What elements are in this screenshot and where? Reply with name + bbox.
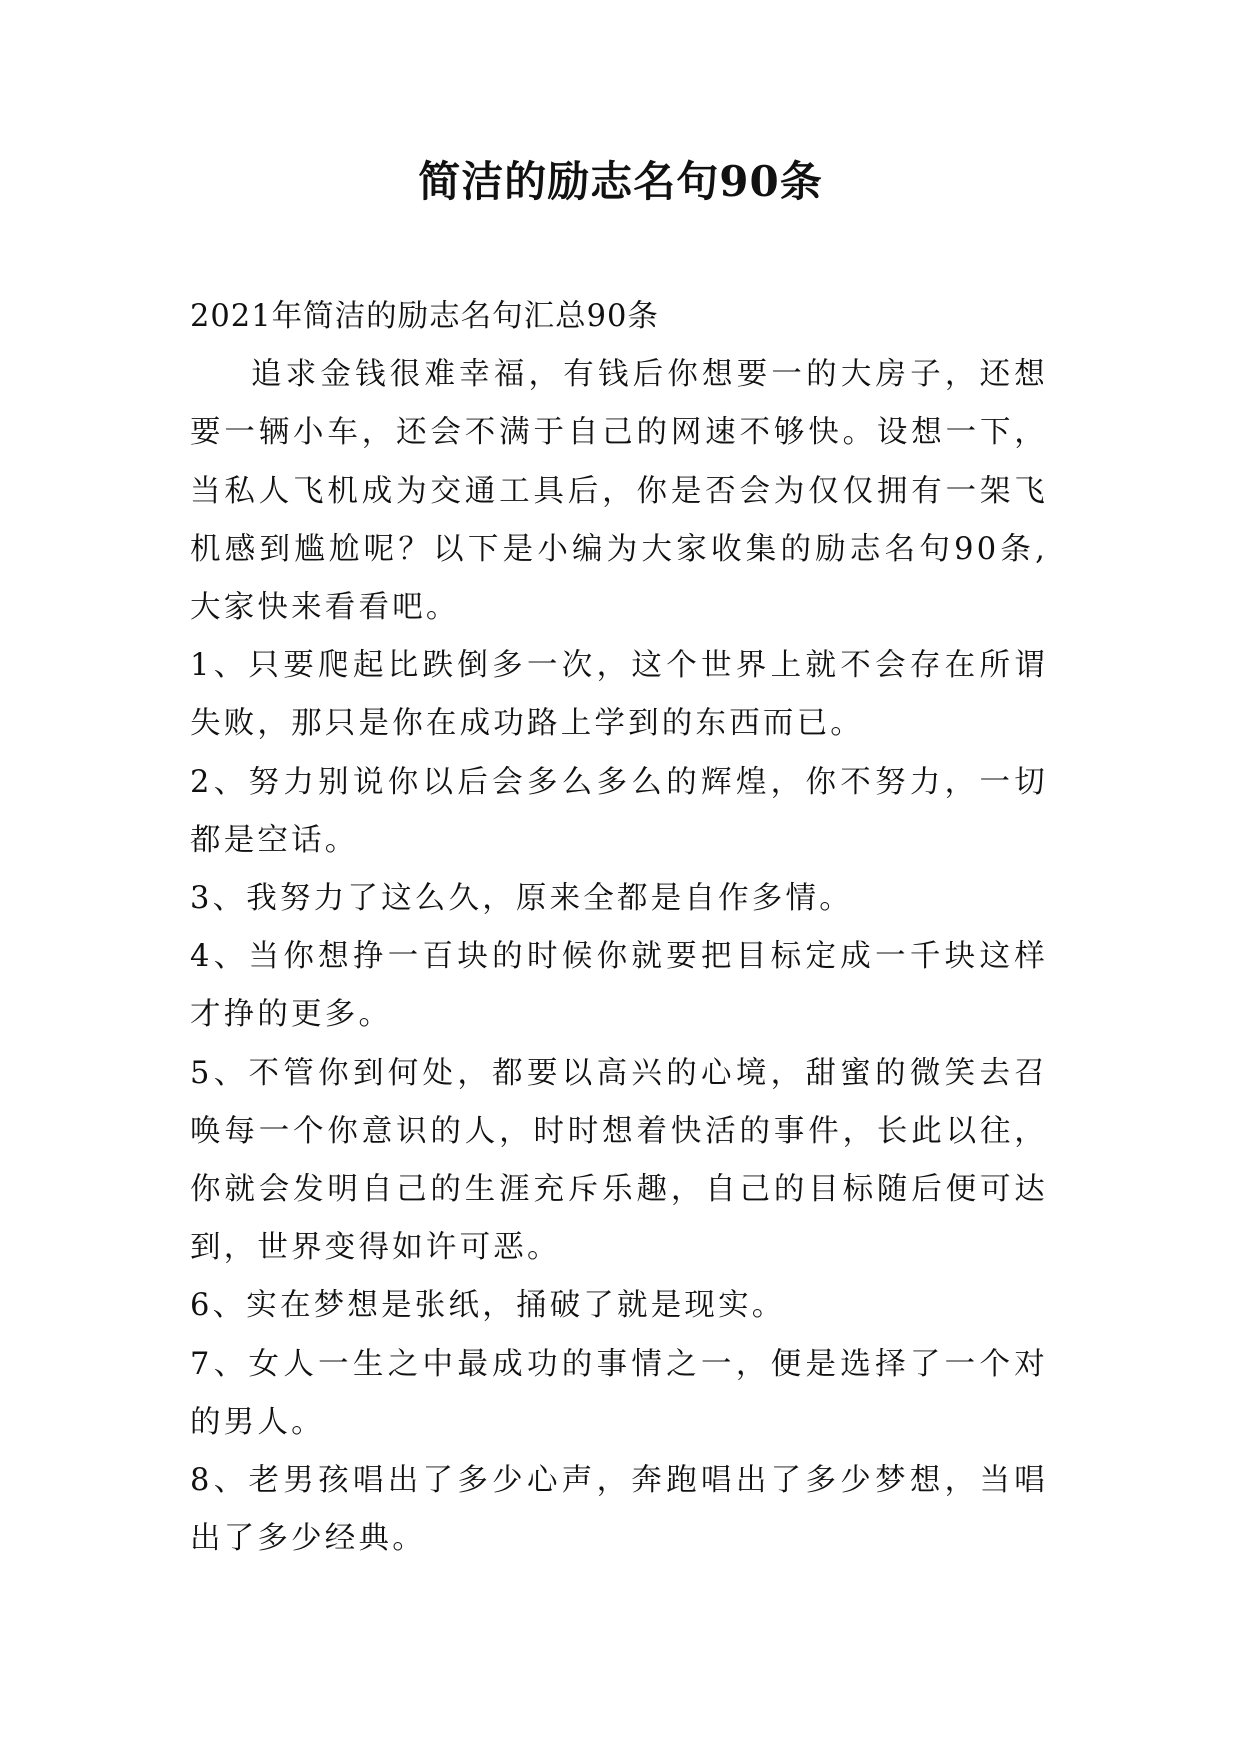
quote-item-3: 3、我努力了这么久，原来全都是自作多情。 xyxy=(190,881,853,917)
intro-paragraph: 追求金钱很难幸福，有钱后你想要一的大房子，还想要一辆小车，还会不满于自己的网速不够快。设想一下，当私人飞机成为交通工具后，你是否会为仅仅拥有一架飞机感到尴尬呢？以下是小编为大家收集的励志名句90条,大家快来看看吧。 xyxy=(190,357,1048,626)
document-title: 简洁的励志名句90条 xyxy=(418,157,823,206)
quote-item-4: 4、当你想挣一百块的时候你就要把目标定成一千块这样才挣的更多。 xyxy=(190,939,1048,1033)
quote-item-5: 5、不管你到何处，都要以高兴的心境，甜蜜的微笑去召唤每一个你意识的人，时时想着快活的事件，长此以往，你就会发明自己的生涯充斥乐趣，自己的目标随后便可达到，世界变得如许可恶。 xyxy=(190,1055,1048,1266)
document-subtitle: 2021年简洁的励志名句汇总90条 xyxy=(190,299,659,334)
document-body xyxy=(190,288,1048,1568)
quote-item-7: 7、女人一生之中最成功的事情之一，便是选择了一个对的男人。 xyxy=(190,1346,1048,1440)
quote-item-2: 2、努力别说你以后会多么多么的辉煌，你不努力，一切都是空话。 xyxy=(190,764,1048,858)
quote-item-1: 1、只要爬起比跌倒多一次，这个世界上就不会存在所谓失败，那只是你在成功路上学到的东西而已。 xyxy=(190,648,1048,742)
quote-item-6: 6、实在梦想是张纸，捅破了就是现实。 xyxy=(190,1288,786,1324)
quote-item-8: 8、老男孩唱出了多少心声，奔跑唱出了多少梦想，当唱出了多少经典。 xyxy=(190,1463,1048,1557)
